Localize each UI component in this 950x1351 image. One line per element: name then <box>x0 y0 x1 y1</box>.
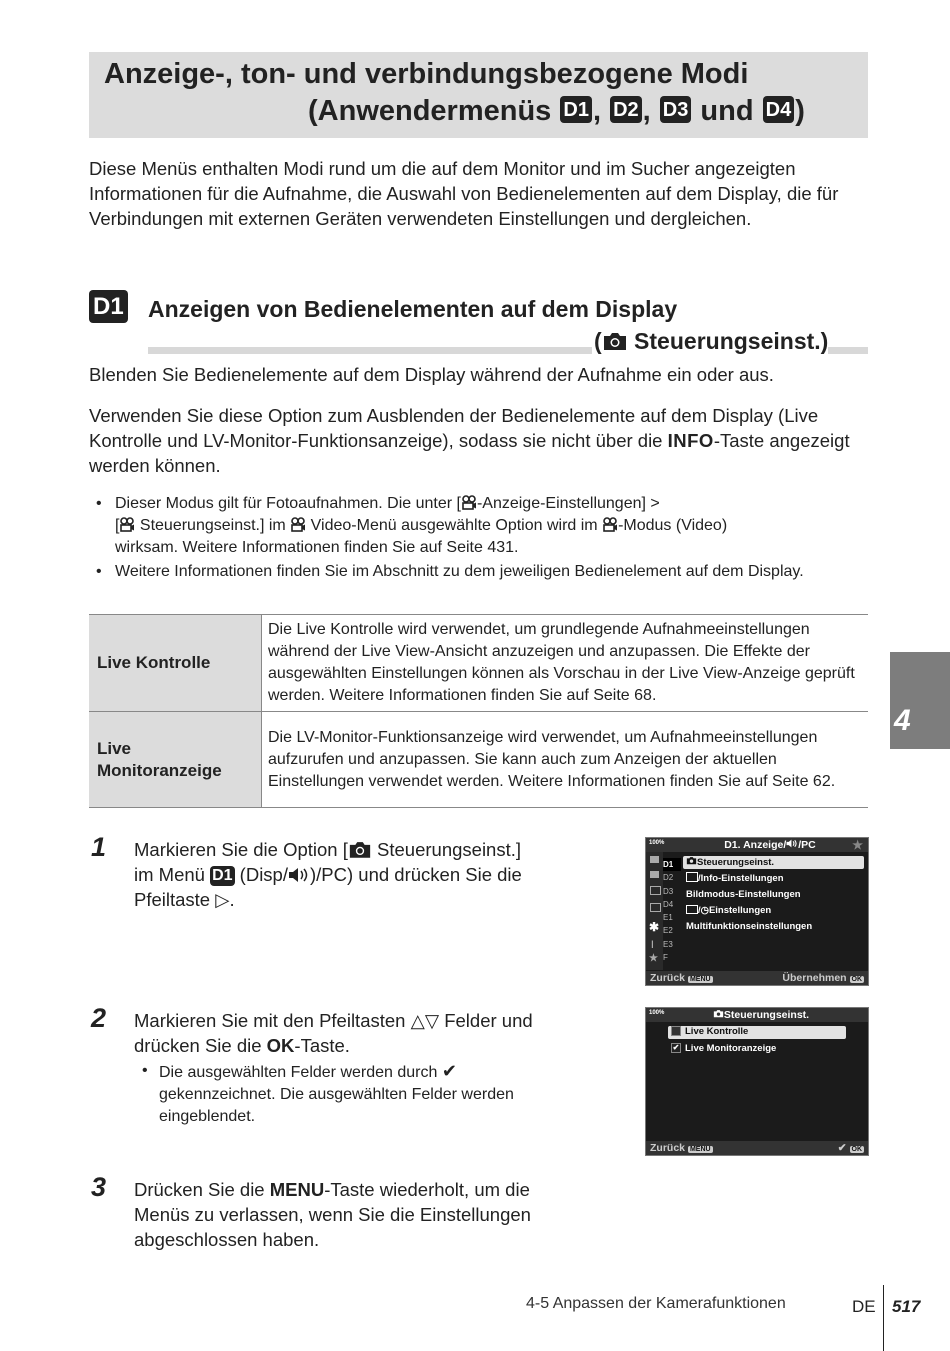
star-icon[interactable]: ★ <box>649 953 658 964</box>
camera-icon <box>713 1009 724 1018</box>
step-2-note: • Die ausgewählten Felder werden durch ✔ gekennzeichnet. Die ausgewählten Felder werden eingeblendet. <box>142 1061 514 1125</box>
option-live-kontrolle[interactable]: Live Kontrolle <box>671 1026 748 1037</box>
screen-title: Steuerungseinst. <box>706 1009 816 1021</box>
right-arrow-icon: ▷ <box>215 889 230 910</box>
page-title-line1: Anzeige-, ton- und verbindungsbezogene Modi <box>104 58 749 90</box>
option-live-monitoranzeige[interactable]: ✔ Live Monitoranzeige <box>672 1043 777 1054</box>
shooting-menu-icon[interactable] <box>650 856 659 863</box>
gear-icon[interactable]: ✱ <box>649 920 660 934</box>
shooting-menu-2-icon[interactable] <box>650 871 659 878</box>
step-1-number: 1 <box>91 832 107 862</box>
camera-screen-steuerung <box>645 1007 869 1156</box>
back-button[interactable]: Zurück MENU <box>650 972 711 984</box>
menu-item-info-einstellungen[interactable]: /Info-Einstellungen <box>686 872 784 884</box>
mode-table <box>89 614 868 808</box>
chapter-tab: 4 <box>890 652 950 749</box>
badge-d1: D1 <box>212 867 233 885</box>
badge-d2: D2 <box>610 96 642 123</box>
wrench-icon[interactable]: ǀ <box>651 940 654 951</box>
video-menu-icon[interactable] <box>650 886 661 895</box>
page-number: 517 <box>892 1297 921 1316</box>
tab-e3[interactable]: E3 <box>663 939 673 949</box>
ok-key: OK <box>266 1035 295 1056</box>
section-badge-d1: D1 <box>89 290 128 323</box>
sequential-icon <box>686 905 698 914</box>
menu-item-multifunktion[interactable]: Multifunktionseinstellungen <box>686 921 813 932</box>
camera-screen-menu <box>645 837 869 986</box>
tab-e1[interactable]: E1 <box>663 913 673 923</box>
paragraph-2: Verwenden Sie diese Option zum Ausblenden der Bedienelemente auf dem Display (Live Kontrolle und LV-Monitor-Funktionsanzeige), sodass sie nicht über die INFO-Taste angezeigt werden können. <box>89 405 850 476</box>
speaker-icon <box>786 839 798 848</box>
menu-item-steuerungseinst[interactable]: Steuerungseinst. <box>686 856 774 868</box>
step-2-text: Markieren Sie mit den Pfeiltasten △▽ Felder und drücken Sie die OK-Taste. <box>134 1010 533 1056</box>
back-button[interactable]: Zurück MENU <box>650 1142 711 1154</box>
section-heading-line1: Anzeigen von Bedienelementen auf dem Display <box>148 296 678 322</box>
badge-d3: D3 <box>660 96 692 123</box>
screen-title: D1. Anzeige/ /PC <box>724 839 816 851</box>
self-timer-icon: ◷ <box>700 905 709 916</box>
badge-d4: D4 <box>763 96 795 123</box>
video-icon <box>119 517 135 532</box>
menu-item-drive-settings[interactable]: /◷Einstellungen <box>686 905 771 916</box>
step-1-text: Markieren Sie die Option [ Steuerungseinst.] im Menü D1 (Disp/ )/PC) und drücken Sie die Pfeiltaste ▷. <box>134 839 522 910</box>
video-icon <box>461 495 477 510</box>
check-icon: ✔ <box>441 1061 457 1081</box>
step-2-number: 2 <box>91 1003 107 1033</box>
bullet-1: • Dieser Modus gilt für Fotoaufnahmen. Die unter [ -Anzeige-Einstellungen] > [ Steuerungseinst.] im Video-Menü ausgewählte Option wird im -Modus (Video) wirksam. Weitere Informationen finden Sie auf Seite 431. <box>96 495 728 556</box>
tab-f[interactable]: F <box>663 953 668 963</box>
camera-icon <box>348 840 372 859</box>
info-display-icon <box>686 872 698 882</box>
apply-button[interactable]: Übernehmen OK <box>782 972 862 984</box>
battery-indicator: 100% <box>649 840 665 846</box>
playback-menu-icon[interactable] <box>650 903 661 912</box>
intro-paragraph: Diese Menüs enthalten Modi rund um die auf dem Monitor und im Sucher angezeigten Informationen für die Aufnahme, die Auswahl von Bedienelementen auf dem Display, die für Verbindungen mit externen Geräten verwendeten Einstellungen und dergleichen. <box>89 158 839 229</box>
step-3-number: 3 <box>91 1172 107 1202</box>
paragraph-1: Blenden Sie Bedienelemente auf dem Display während der Aufnahme ein oder aus. <box>89 364 774 385</box>
menu-key: MENU <box>269 1179 325 1200</box>
check-icon: ✔ <box>837 1142 847 1154</box>
tab-d2[interactable]: D2 <box>663 873 674 883</box>
submenu-tab-column <box>663 852 681 976</box>
bullet-2: • Weitere Informationen finden Sie im Abschnitt zu dem jeweiligen Bedienelement auf dem Display. <box>96 563 804 580</box>
camera-icon <box>602 331 628 351</box>
up-down-arrow-icon: △▽ <box>410 1010 440 1031</box>
tab-d4[interactable]: D4 <box>663 899 674 909</box>
video-icon <box>602 517 618 532</box>
speaker-icon <box>288 867 310 883</box>
star-icon: ★ <box>852 838 863 852</box>
menu-icon-column <box>646 852 663 970</box>
video-icon <box>290 517 306 532</box>
footer-language: DE <box>852 1297 876 1316</box>
table-row-label: Live Kontrolle <box>89 615 262 712</box>
camera-icon <box>686 856 697 865</box>
confirm-button[interactable]: ✔ OK <box>837 1142 862 1154</box>
checkbox-checked[interactable]: ✔ <box>672 1043 680 1053</box>
checkbox-unchecked[interactable] <box>671 1026 681 1036</box>
section-heading-line2: ( Steuerungseinst.) <box>594 328 829 354</box>
table-row-text: Die Live Kontrolle wird verwendet, um grundlegende Aufnahmeeinstellungen während der Live View-Ansicht anzuzeigen und anzupassen. Die Effekte der ausgewählten Einstellungen können als Vorschau in der Live View-Anzeige geprüft werden. Weitere Informationen finden Sie auf Seite 68. <box>262 615 869 712</box>
badge-d1: D1 <box>560 96 592 123</box>
tab-d1[interactable]: D1 <box>663 858 681 871</box>
table-row <box>89 712 868 808</box>
table-row-text: Die LV-Monitor-Funktionsanzeige wird verwendet, um Aufnahmeeinstellungen aufzurufen und anzupassen. Sie kann auch zum Anzeigen der aktuellen Einstellungen verwendet werden. Weitere Informationen finden Sie auf Seite 62. <box>262 712 869 808</box>
step-3-text: Drücken Sie die MENU-Taste wiederholt, um die Menüs zu verlassen, wenn Sie die Einstellungen abgeschlossen haben. <box>134 1179 531 1250</box>
tab-d3[interactable]: D3 <box>663 886 674 896</box>
table-row-label: Live Monitoranzeige <box>89 712 262 808</box>
tab-e2[interactable]: E2 <box>663 926 673 936</box>
menu-item-bildmodus[interactable]: Bildmodus-Einstellungen <box>686 889 801 900</box>
battery-indicator: 100% <box>649 1010 665 1016</box>
footer-divider <box>883 1285 884 1351</box>
table-row <box>89 615 868 712</box>
footer-chapter: 4-5 Anpassen der Kamerafunktionen <box>526 1295 786 1312</box>
info-key: INFO <box>667 430 714 451</box>
page-title-line2: (Anwendermenüs D1 , D2 , D3 und D4 ) <box>308 95 805 127</box>
